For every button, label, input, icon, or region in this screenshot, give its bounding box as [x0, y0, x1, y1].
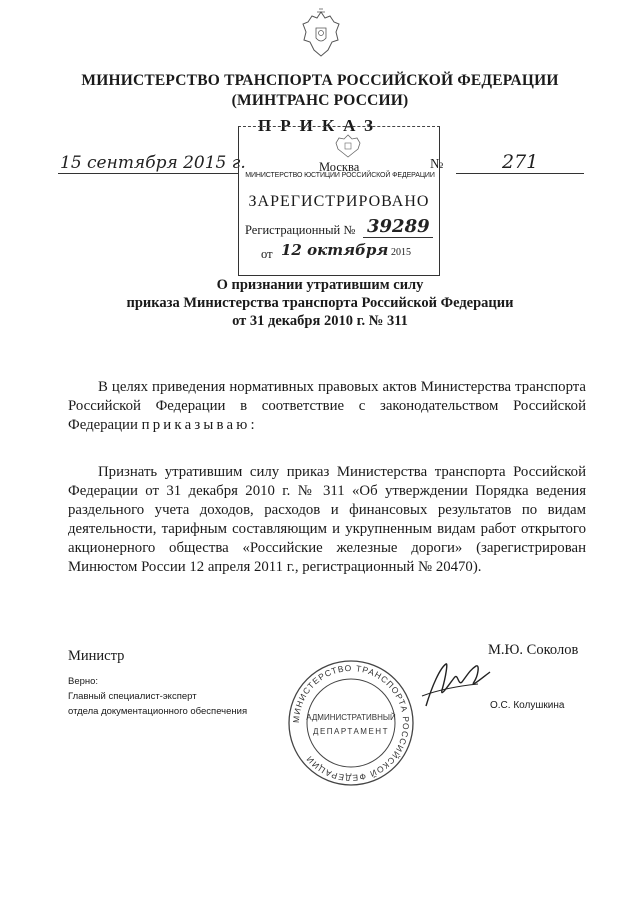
- verno-label: Верно:: [68, 676, 99, 687]
- reg-date: 12 октября: [281, 241, 389, 259]
- stamp-emblem-icon: [334, 133, 362, 159]
- ministry-abbr: (МИНТРАНС РОССИИ): [231, 92, 409, 109]
- reg-date-year: 2015: [391, 247, 411, 258]
- stamp-org: МИНИСТЕРСТВО ЮСТИЦИИ РОССИЙСКОЙ ФЕДЕРАЦИИ: [245, 172, 435, 179]
- order-word: приказываю:: [141, 417, 258, 433]
- certifier-role-2: отдела документационного обеспечения: [68, 706, 248, 717]
- preamble-text: В целях приведения нормативных правовых актов Министерства транспорта Российской Федерации в соответствие с законодательством Российской Федерации: [68, 379, 586, 433]
- order-title-line2: приказа Министерства транспорта Российской Федерации: [126, 295, 514, 311]
- coat-of-arms-icon: [300, 8, 342, 60]
- seal-text-1: АДМИНИСТРАТИВНЫЙ: [306, 713, 396, 722]
- main-paragraph: [68, 463, 586, 577]
- certification-block: [68, 674, 247, 719]
- reg-date-prefix: от: [261, 247, 273, 261]
- order-title-line1: О признании утратившим силу: [216, 277, 424, 293]
- ministry-name: МИНИСТЕРСТВО ТРАНСПОРТА РОССИЙСКОЙ ФЕДЕРАЦИИ: [81, 72, 559, 89]
- number-sign: №: [430, 157, 444, 172]
- svg-text:МИНИСТЕРСТВО ТРАНСПОРТА РОССИЙ: [291, 663, 411, 783]
- reg-number-underline: [363, 237, 433, 238]
- order-number: 271: [502, 151, 539, 173]
- doc-type-heading: ПРИКАЗ: [258, 116, 382, 135]
- number-underline: [456, 173, 584, 174]
- seal-ring-text: МИНИСТЕРСТВО ТРАНСПОРТА РОССИЙСКОЙ ФЕДЕРАЦИИ: [290, 662, 412, 784]
- city: Москва: [319, 160, 360, 174]
- order-date: 15 сентября 2015 г.: [60, 153, 246, 173]
- stamp-status: ЗАРЕГИСТРИРОВАНО: [248, 193, 430, 210]
- preamble-paragraph: [68, 378, 586, 435]
- reg-number: 39289: [367, 216, 430, 237]
- certifier-name: О.С. Колушкина: [490, 700, 565, 711]
- reg-label: Регистрационный №: [245, 223, 356, 237]
- certifier-role-1: Главный специалист-эксперт: [68, 691, 197, 702]
- registration-stamp: [238, 126, 440, 276]
- department-seal-icon: [286, 658, 416, 788]
- signatory-name: М.Ю. Соколов: [488, 642, 579, 658]
- order-title-line3: от 31 декабря 2010 г. № 311: [232, 313, 408, 329]
- main-text: Признать утратившим силу приказ Министерства транспорта Российской Федерации от 31 декабря 2010 г. № 311 «Об утверждении Порядка ведения раздельного учета доходов, расходов и финансовых результатов по видам деятельности, тарифным составляющим и укрупненным видам работ открытого акционерного общества «Российские железные дороги» (зарегистрирован Минюстом России 12 апреля 2011 г., регистрационный № 20470).: [68, 464, 586, 575]
- seal-text-2: ДЕПАРТАМЕНТ: [313, 727, 389, 736]
- signatory-position: Министр: [68, 648, 125, 664]
- handwritten-signature-icon: [418, 656, 498, 716]
- date-underline: [58, 173, 238, 174]
